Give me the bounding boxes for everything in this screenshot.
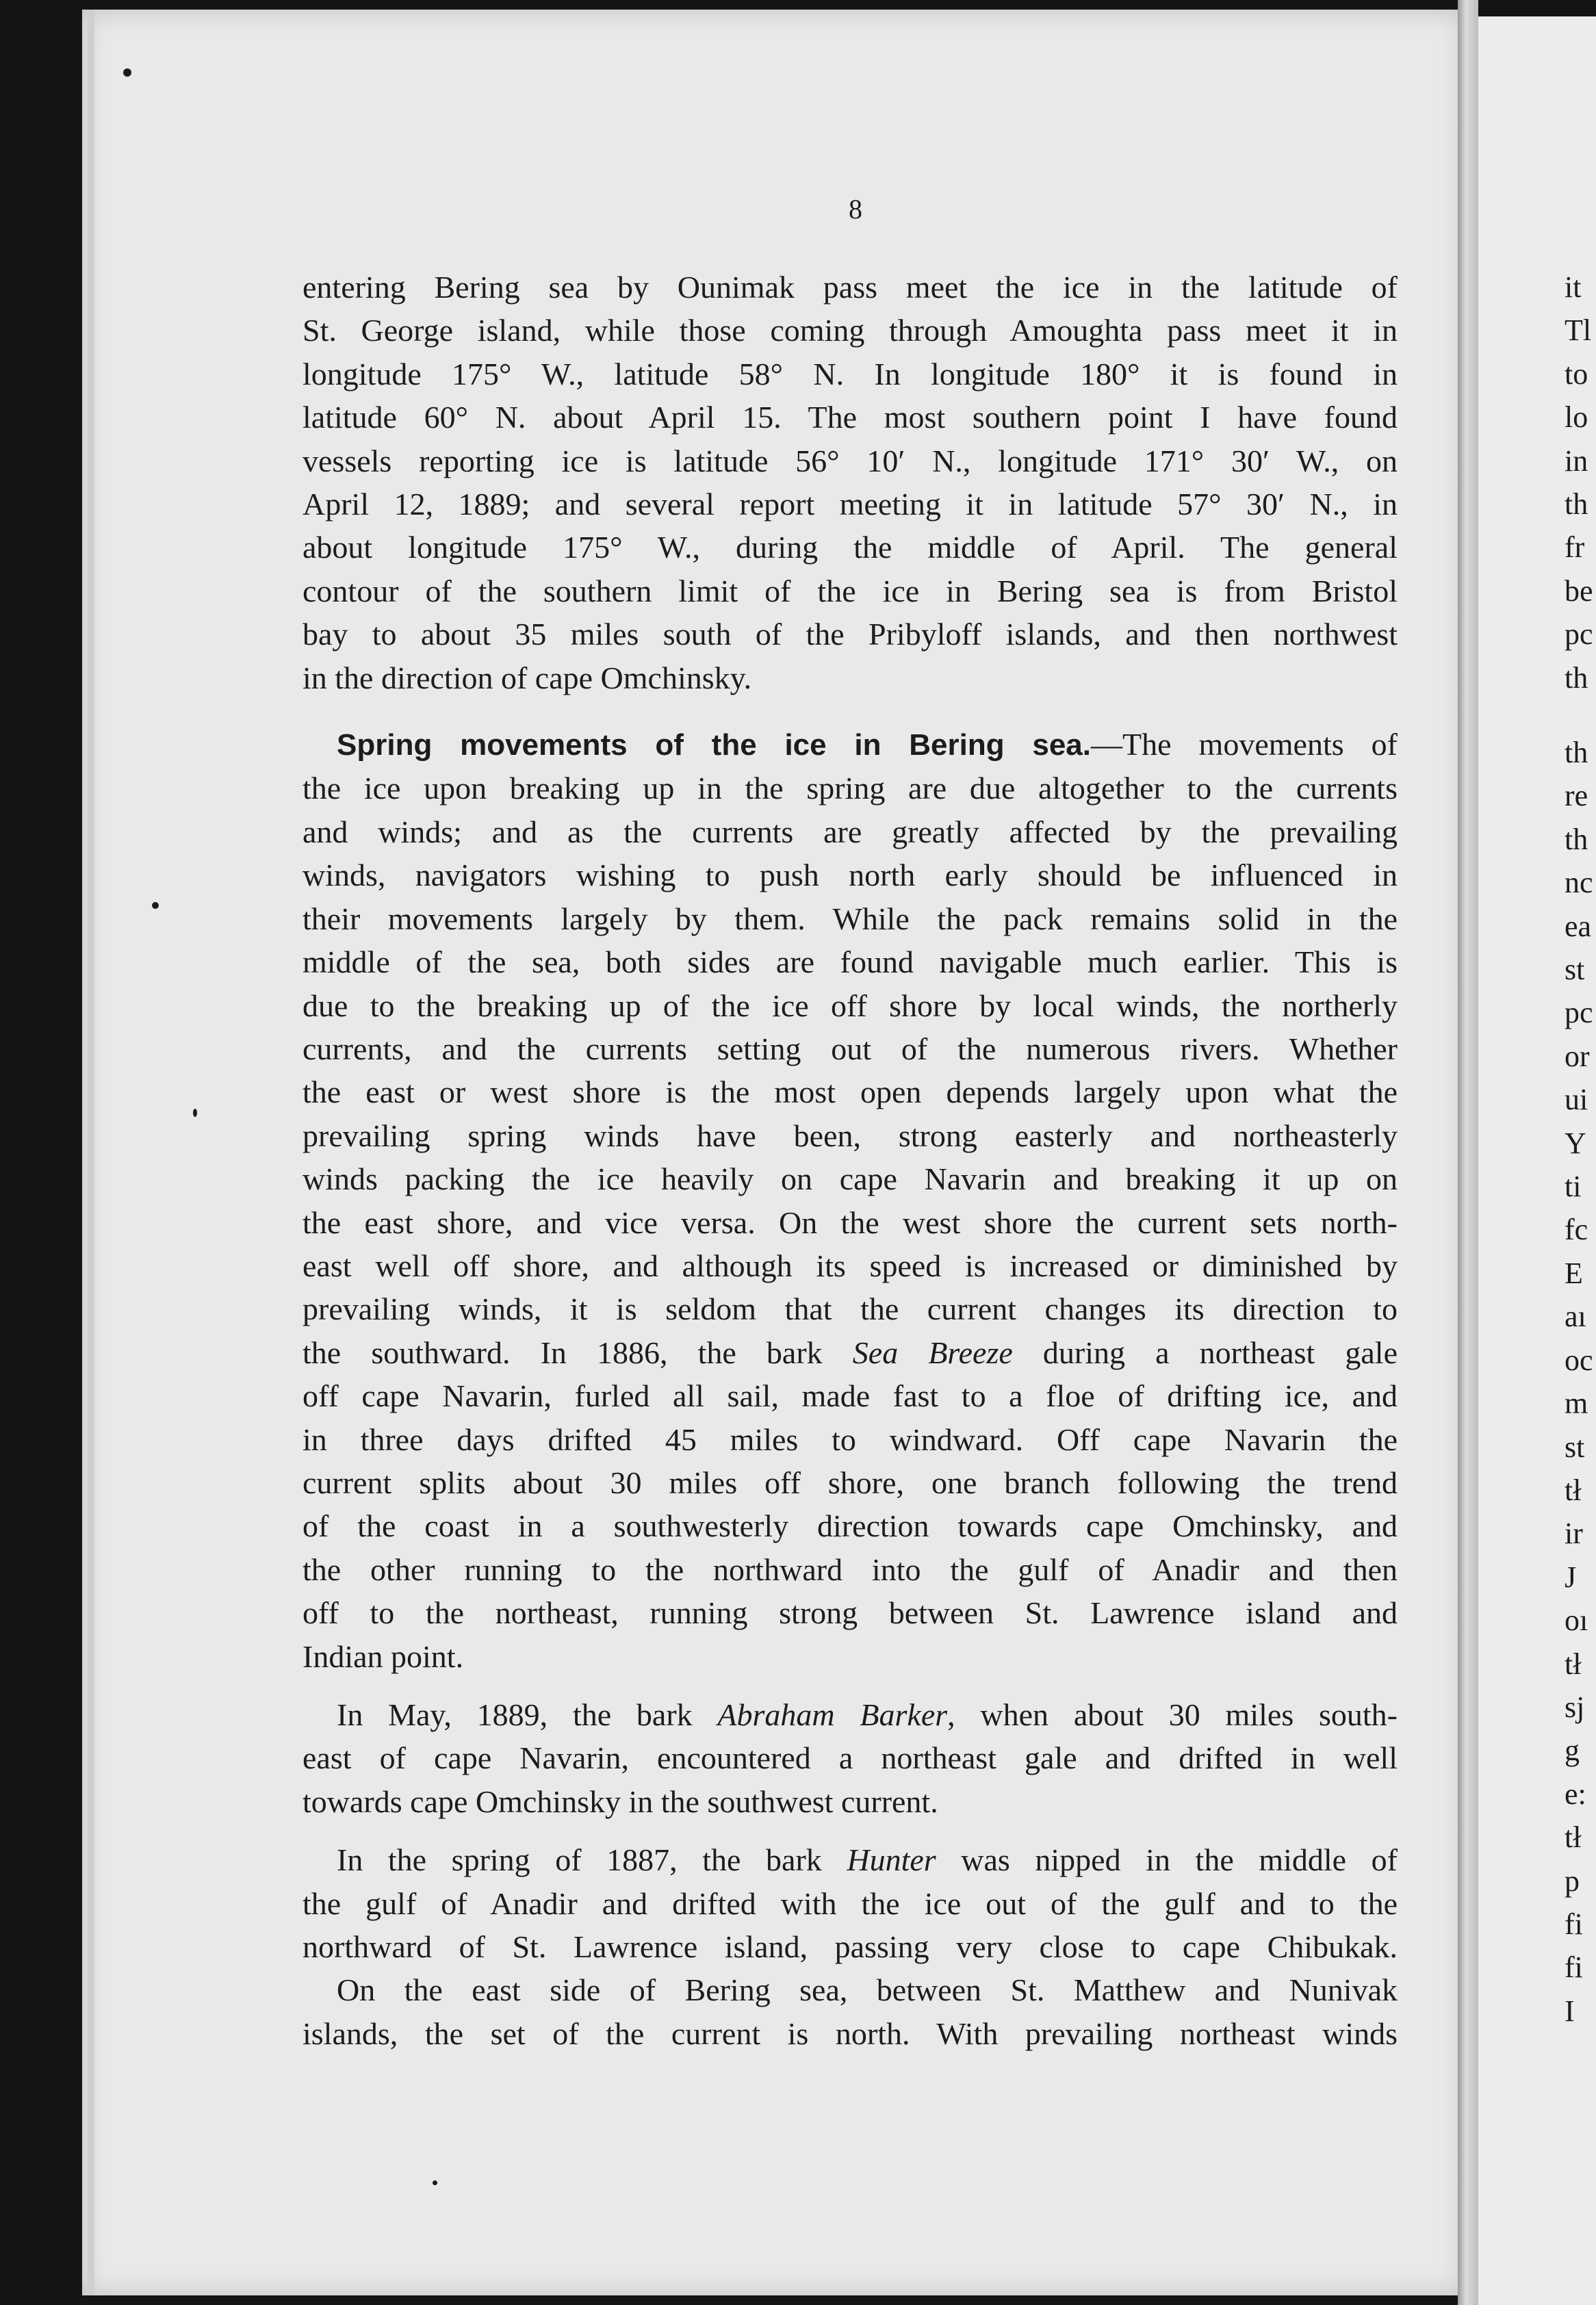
ship-name: Sea Breeze [852,1335,1013,1370]
text-line: vessels reporting ice is latitude 56° 10′ N., longitude 171° 30′ W., on [303,443,1398,478]
adjacent-page-fragment: g [1565,1734,1580,1768]
text-line: in the direction of cape Omchinsky. [303,660,752,695]
text-line: the east or west shore is the most open depends largely upon what the [303,1074,1398,1110]
text-line: their movements largely by them. While the pack remains solid in the [303,901,1398,936]
adjacent-page-fragment: lo [1565,400,1588,435]
text-line: of the coast in a southwesterly direction towards cape Omchinsky, and [303,1508,1398,1544]
text-line: winds, navigators wishing to push north early should be influenced in [303,858,1398,893]
text-line: east of cape Navarin, encountered a northeast gale and drifted in well [303,1740,1398,1776]
adjacent-page-fragment: Tl [1565,313,1592,348]
adjacent-page-fragment: re [1565,779,1588,813]
text-line: east well off shore, and although its speed is increased or diminished by [303,1248,1398,1283]
paragraph-5 [303,1968,1398,2055]
paragraph-4 [303,1838,1398,1968]
adjacent-page-fragment: p [1565,1864,1580,1898]
text-line: towards cape Omchinsky in the southwest current. [303,1784,938,1819]
paragraph-3 [303,1693,1398,1823]
adjacent-page-fragment: nc [1565,866,1593,900]
adjacent-page-fragment: ea [1565,909,1592,943]
adjacent-page-fragment: fi [1565,1907,1583,1941]
text-line [303,1331,1398,1374]
scan-speck [123,68,131,77]
text-line: about longitude 175° W., during the middle of April. The general [303,530,1398,565]
adjacent-page-fragment: aı [1565,1300,1586,1334]
text-line: latitude 60° N. about April 15. The most southern point I have found [303,400,1398,435]
text-line: St. George island, while those coming through Amoughta pass meet it in [303,313,1398,348]
adjacent-page-fragment: it [1565,270,1582,304]
paragraph-2 [303,723,1398,1678]
section-heading: Spring movements of the ice in Bering sea. [337,728,1091,762]
text-line: the east shore, and vice versa. On the west shore the current sets north- [303,1205,1398,1240]
text-line: current splits about 30 miles off shore, one branch following the trend [303,1465,1398,1500]
adjacent-page-fragment: fi [1565,1950,1583,1985]
text-line: currents, and the currents setting out of the numerous rivers. Whether [303,1031,1398,1066]
scan-speck [152,902,159,909]
adjacent-page-fragment: to [1565,357,1588,391]
text-line [303,1693,1398,1736]
adjacent-page-fragment: ti [1565,1170,1582,1204]
adjacent-page-fragment: tł [1565,1473,1582,1507]
text-line: April 12, 1889; and several report meeting it in latitude 57° 30′ N., in [303,487,1398,522]
adjacent-page-fragment: fc [1565,1213,1588,1247]
adjacent-page-fragment: pc [1565,996,1593,1030]
adjacent-page-fragment: m [1565,1387,1588,1421]
adjacent-page-fragment: E [1565,1256,1583,1290]
adjacent-page-fragment: in [1565,443,1588,478]
scan-speck [433,2180,437,2185]
adjacent-page-fragment: oı [1565,1604,1588,1638]
text-run: In May, 1889, the bark [337,1697,718,1732]
adjacent-page-fragment: sj [1565,1690,1585,1724]
text-line: prevailing winds, it is seldom that the current changes its direction to [303,1291,1398,1327]
adjacent-page-fragment: th [1565,487,1588,521]
text-line: off to the northeast, running strong between St. Lawrence island and [303,1595,1398,1631]
adjacent-page-fragment: st [1565,1430,1585,1464]
book-gutter [1458,0,1478,2305]
adjacent-page-fragment: J [1565,1560,1577,1594]
paragraph-1 [303,266,1398,699]
text-line: the other running to the northward into the gulf of Anadir and then [303,1551,1398,1587]
text-line: islands, the set of the current is north. With prevailing northeast winds [303,2016,1398,2051]
text-run: , when about 30 miles south- [947,1697,1398,1732]
text-run: was nipped in the middle of [936,1842,1398,1878]
adjacent-page-fragment: fr [1565,530,1585,565]
text-line: the ice upon breaking up in the spring are due altogether to the currents [303,771,1398,806]
text-line: due to the breaking up of the ice off shore by local winds, the northerly [303,988,1398,1023]
text-line [303,723,1398,767]
ship-name: Hunter [847,1842,936,1878]
body-text [303,266,1398,2055]
ship-name: Abraham Barker [717,1697,948,1732]
adjacent-page-text-top [1565,266,1596,699]
adjacent-page-fragment: oc [1565,1343,1593,1377]
text-run: the southward. In 1886, the bark [303,1335,853,1370]
adjacent-page-fragment: I [1565,1994,1575,2028]
text-run: during a northeast gale [1012,1335,1398,1370]
text-line: off cape Navarin, furled all sail, made fast to a floe of drifting ice, and [303,1378,1398,1414]
text-line: the gulf of Anadir and drifted with the ice out of the gulf and to the [303,1885,1398,1921]
text-line [303,1838,1398,1881]
adjacent-page-text-bottom [1565,731,1596,2033]
adjacent-page-fragment: th [1565,736,1588,769]
text-line: and winds; and as the currents are greatly affected by the prevailing [303,814,1398,849]
text-line: On the east side of Bering sea, between St. Matthew and Nunivak [337,1972,1398,2008]
adjacent-page-fragment: pc [1565,617,1593,652]
scan-speck [193,1109,197,1117]
heading-continuation: —The movements of [1091,727,1398,762]
page-edge [88,10,94,2295]
adjacent-page-fragment: ir [1565,1517,1583,1551]
text-run: In the spring of 1887, the bark [337,1842,847,1878]
text-line: longitude 175° W., latitude 58° N. In longitude 180° it is found in [303,356,1398,391]
adjacent-page-fragment: tł [1565,1820,1582,1855]
adjacent-page-fragment: th [1565,660,1588,695]
adjacent-page-fragment: e: [1565,1777,1586,1811]
adjacent-page-fragment: or [1565,1039,1590,1073]
text-line: northward of St. Lawrence island, passing very close to cape Chibukak. [303,1929,1398,1965]
text-line: bay to about 35 miles south of the Pribyloff islands, and then northwest [303,617,1398,652]
adjacent-page-fragment: th [1565,822,1588,856]
page-number: 8 [849,194,862,224]
text-line: winds packing the ice heavily on cape Navarin and breaking it up on [303,1161,1398,1197]
text-line: in three days drifted 45 miles to windward. Off cape Navarin the [303,1421,1398,1457]
text-line: prevailing spring winds have been, strong easterly and northeasterly [303,1118,1398,1153]
adjacent-page-fragment: st [1565,953,1585,987]
text-line: middle of the sea, both sides are found navigable much earlier. This is [303,944,1398,980]
text-line: Indian point. [303,1638,464,1674]
text-line: entering Bering sea by Ounimak pass meet the ice in the latitude of [303,270,1398,305]
adjacent-page-fragment: tł [1565,1647,1582,1681]
adjacent-page-fragment: Y [1565,1126,1586,1160]
adjacent-page-fragment: ui [1565,1083,1588,1117]
adjacent-page-fragment: be [1565,574,1593,608]
text-line: contour of the southern limit of the ice in Bering sea is from Bristol [303,573,1398,608]
